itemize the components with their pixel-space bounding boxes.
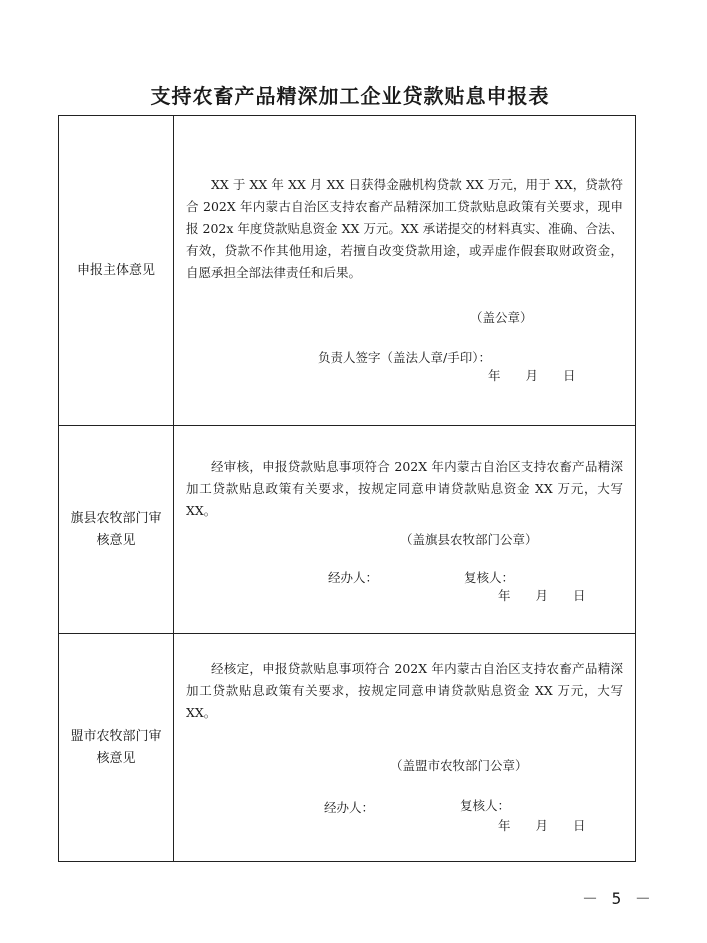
county-seal-note: （盖旗县农牧部门公章） [400,532,538,547]
official-seal-note: （盖公章） [470,310,533,325]
applicant-opinion-text: XX 于 XX 年 XX 月 XX 日获得金融机构贷款 XX 万元，用于 XX，贷款符合 202X 年内蒙古自治区支持农畜产品精深加工贷款贴息政策有关要求，现申报 202x 年度贷款贴息资金 XX 万元。XX 承诺提交的材料真实、准确、合法、有效，贷款不作其他用途，若擅自改变贷款用途，或弄虚作假套取财政资金，自愿承担全部法律责任和后果。 [186,177,623,280]
league-review-label: 盟市农牧部门审核意见 [70,728,162,766]
county-review-cell [174,426,636,634]
table-row [59,426,636,634]
applicant-opinion-cell [174,116,636,426]
league-seal-note: （盖盟市农牧部门公章） [390,758,528,773]
reviewer-label: 复核人： [464,570,515,585]
table-row [59,116,636,426]
county-review-text: 经审核，申报贷款贴息事项符合 202X 年内蒙古自治区支持农畜产品精深加工贷款贴息政策有关要求，按规定同意申请贷款贴息资金 XX 万元，大写 XX。 [186,459,623,518]
applicant-opinion-label: 申报主体意见 [76,262,155,278]
date-line: 年 月 日 [498,818,586,833]
date-line: 年 月 日 [488,368,576,383]
table-row [59,634,636,862]
league-review-cell [174,634,636,862]
handler-label: 经办人： [328,570,379,585]
row-label [59,634,174,862]
league-review-text: 经核定，申报贷款贴息事项符合 202X 年内蒙古自治区支持农畜产品精深加工贷款贴息政策有关要求，按规定同意申请贷款贴息资金 XX 万元，大写 XX。 [186,661,623,720]
date-line: 年 月 日 [498,588,586,603]
form-title: 支持农畜产品精深加工企业贷款贴息申报表 [150,84,550,108]
row-label [59,426,174,634]
county-review-label: 旗县农牧部门审核意见 [70,510,162,548]
application-form-table [58,115,636,862]
responsible-person-signature-label: 负责人签字（盖法人章/手印）： [318,350,491,365]
page-number: － 5 － [582,889,653,908]
reviewer-label: 复核人： [460,798,511,813]
handler-label: 经办人： [324,800,375,815]
row-label [59,116,174,426]
